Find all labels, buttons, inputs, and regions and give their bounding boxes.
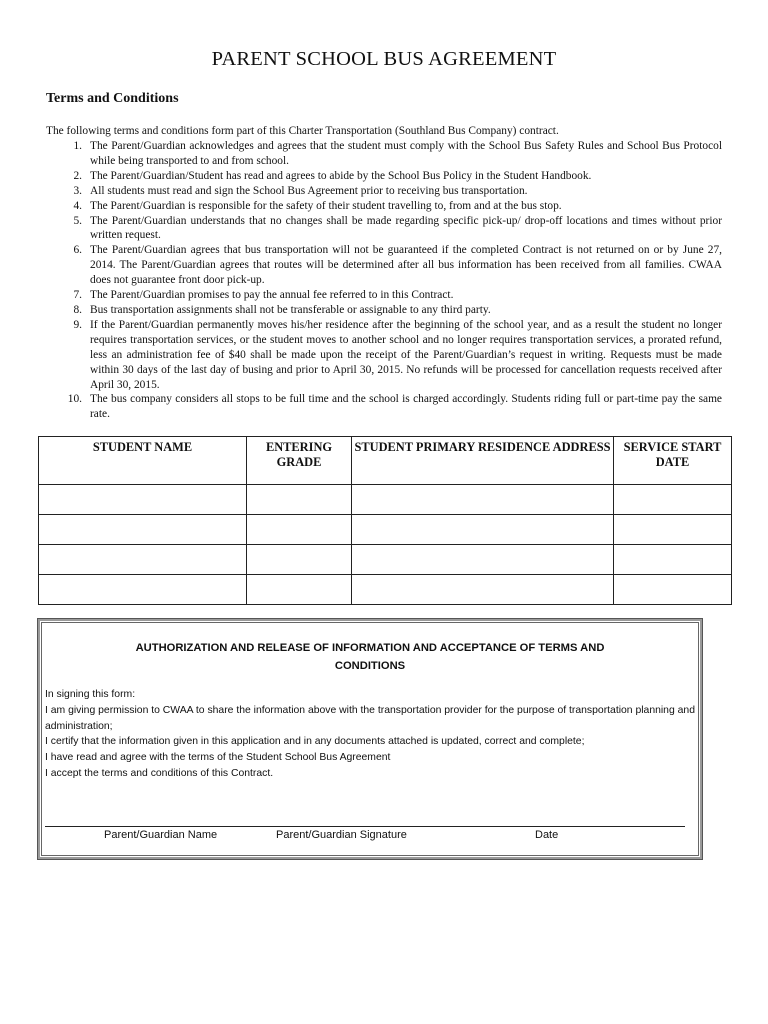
term-number: 6.: [73, 244, 82, 257]
authorization-line: I am giving permission to CWAA to share the information above with the transportation provider for the purpose of transportation planning and administration;: [45, 704, 695, 732]
entering-grade-cell[interactable]: [247, 575, 352, 605]
term-text: The Parent/Guardian promises to pay the annual fee referred to in this Contract.: [90, 289, 454, 302]
signature-line[interactable]: [45, 826, 685, 827]
authorization-line: I accept the terms and conditions of this Contract.: [45, 767, 274, 779]
term-text: Bus transportation assignments shall not be transferable or assignable to any third party.: [90, 303, 491, 316]
service-start-date-cell[interactable]: [614, 485, 732, 515]
authorization-line: I have read and agree with the terms of the Student School Bus Agreement: [45, 752, 391, 764]
term-number: 5.: [73, 214, 82, 227]
term-text: The Parent/Guardian acknowledges and agrees that the student must comply with the School Bus Safety Rules and School Bus Protocol while being transported to and from school.: [90, 140, 722, 167]
authorization-box: [37, 618, 703, 860]
term-number: 2.: [73, 169, 82, 182]
term-item: [46, 392, 722, 422]
term-number: 1.: [73, 140, 82, 152]
table-row: [39, 575, 732, 605]
term-item: [46, 169, 722, 184]
term-number: 4.: [73, 199, 82, 212]
term-number: 10.: [67, 393, 82, 406]
term-item: [46, 184, 722, 199]
term-item: [46, 139, 722, 169]
service-start-date-cell[interactable]: [614, 575, 732, 605]
column-header-entering-grade: ENTERING GRADE: [247, 437, 352, 485]
term-text: The bus company considers all stops to be full time and the school is charged accordingly. Students riding full or part-time pay the same rate.: [90, 393, 722, 421]
authorization-statements: [45, 687, 697, 782]
term-text: All students must read and sign the School Bus Agreement prior to receiving bus transportation.: [90, 184, 528, 197]
intro-paragraph: The following terms and conditions form part of this Charter Transportation (Southland Bus Company) contract.: [46, 125, 559, 137]
term-text: The Parent/Guardian understands that no changes shall be made regarding specific pick-up/ drop-off locations and times without prior written request.: [90, 214, 722, 242]
term-text: The Parent/Guardian/Student has read and agrees to abide by the School Bus Policy in the Student Handbook.: [90, 169, 592, 182]
column-header-residence-address: STUDENT PRIMARY RESIDENCE ADDRESS: [352, 437, 614, 485]
term-item: [46, 243, 722, 288]
student-info-table: [38, 436, 732, 605]
authorization-title: AUTHORIZATION AND RELEASE OF INFORMATION AND ACCEPTANCE OF TERMS AND CONDITIONS: [135, 642, 605, 672]
term-item: [46, 288, 722, 303]
date-label: Date: [535, 829, 559, 841]
table-row: [39, 485, 732, 515]
entering-grade-cell[interactable]: [247, 515, 352, 545]
term-number: 3.: [73, 184, 82, 197]
term-text: The Parent/Guardian agrees that bus transportation will not be guaranteed if the completed Contract is not returned on or by June 27, 2014. The Parent/Guardian agrees that routes will be determined after all bus information has been received from all families. CWAA does not guarantee front door pick-up.: [90, 244, 722, 287]
student-name-cell[interactable]: [39, 545, 247, 575]
service-start-date-cell[interactable]: [614, 545, 732, 575]
entering-grade-cell[interactable]: [247, 545, 352, 575]
term-item: [46, 318, 722, 393]
table-row: [39, 515, 732, 545]
parent-guardian-signature-label: Parent/Guardian Signature: [276, 829, 407, 841]
term-number: 8.: [73, 303, 82, 316]
term-text: If the Parent/Guardian permanently moves his/her residence after the beginning of the school year, and as a result the student no longer requires transportation services, or the student moves to another school and no longer requires transportation services, a prorated refund, less an administration fee of $40 shall be made upon the receipt of the Parent/Guardian’s request in writing. Requests must be made within 30 days of the last day of busing and prior to April 30, 2015. No refunds will be processed for cancellation requests received after April 30, 2015.: [90, 318, 722, 391]
terms-list: [46, 139, 722, 422]
residence-address-cell[interactable]: [352, 575, 614, 605]
term-item: [46, 199, 722, 214]
term-item: [46, 214, 722, 244]
term-number: 9.: [73, 318, 82, 331]
table-row: [39, 545, 732, 575]
term-item: [46, 303, 722, 318]
residence-address-cell[interactable]: [352, 515, 614, 545]
term-number: 7.: [73, 289, 82, 302]
column-header-service-start-date: SERVICE START DATE: [614, 437, 732, 485]
parent-guardian-name-label: Parent/Guardian Name: [104, 829, 218, 841]
column-header-student-name: STUDENT NAME: [39, 437, 247, 485]
table-header-row: [39, 437, 732, 485]
term-text: The Parent/Guardian is responsible for the safety of their student travelling to, from and at the bus stop.: [90, 199, 562, 212]
student-name-cell[interactable]: [39, 575, 247, 605]
authorization-line: I certify that the information given in this application and in any documents attached is updated, correct and complete;: [45, 736, 585, 748]
student-name-cell[interactable]: [39, 485, 247, 515]
student-name-cell[interactable]: [39, 515, 247, 545]
authorization-line: In signing this form:: [45, 689, 136, 700]
entering-grade-cell[interactable]: [247, 485, 352, 515]
section-heading: Terms and Conditions: [46, 91, 179, 106]
document-title: PARENT SCHOOL BUS AGREEMENT: [211, 48, 557, 70]
service-start-date-cell[interactable]: [614, 515, 732, 545]
residence-address-cell[interactable]: [352, 485, 614, 515]
residence-address-cell[interactable]: [352, 545, 614, 575]
